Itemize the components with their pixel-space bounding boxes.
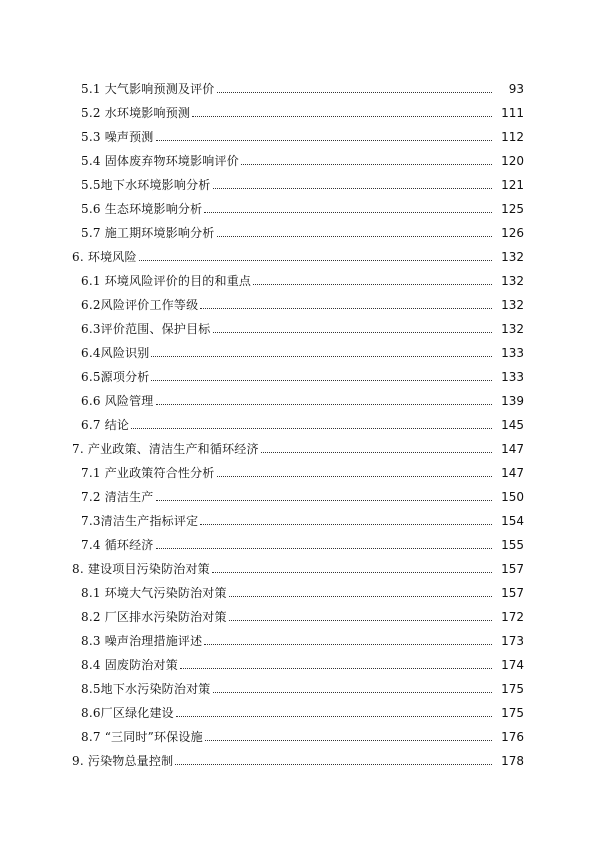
toc-section-entry[interactable] <box>0 504 595 528</box>
dot-leader <box>253 284 492 285</box>
toc-entry-title: 8.1 环境大气污染防治对策 <box>81 586 227 600</box>
dot-leader <box>229 620 492 621</box>
toc-page-number: 120 <box>501 154 524 168</box>
toc-entry-title: 6.2风险评价工作等级 <box>81 298 199 312</box>
toc-section-entry[interactable] <box>0 696 595 720</box>
toc-chapter-entry[interactable] <box>0 432 595 456</box>
toc-chapter-entry[interactable] <box>0 240 595 264</box>
toc-entry-title: 6.3评价范围、保护目标 <box>81 322 211 336</box>
toc-section-entry[interactable] <box>0 528 595 552</box>
dot-leader <box>176 716 492 717</box>
dot-leader <box>156 500 493 501</box>
dot-leader <box>156 140 493 141</box>
toc-entry-title: 7. 产业政策、清洁生产和循环经济 <box>72 442 259 456</box>
toc-page-number: 174 <box>501 658 524 672</box>
toc-entry-title: 5.4 固体废弃物环境影响评价 <box>81 154 239 168</box>
toc-entry-title: 6.4风险识别 <box>81 346 150 360</box>
dot-leader <box>213 692 493 693</box>
toc-page-number: 93 <box>508 82 524 96</box>
table-of-contents <box>0 72 595 768</box>
toc-section-entry[interactable] <box>0 600 595 624</box>
toc-section-entry[interactable] <box>0 96 595 120</box>
dot-leader <box>156 548 493 549</box>
toc-section-entry[interactable] <box>0 648 595 672</box>
toc-entry-title: 6.7 结论 <box>81 418 130 432</box>
toc-entry-title: 6.5源项分析 <box>81 370 150 384</box>
dot-leader <box>204 212 492 213</box>
toc-section-entry[interactable] <box>0 312 595 336</box>
toc-page-number: 173 <box>501 634 524 648</box>
dot-leader <box>200 524 492 525</box>
toc-page-number: 178 <box>501 754 524 768</box>
toc-entry-title: 7.4 循环经济 <box>81 538 154 552</box>
toc-page-number: 111 <box>501 106 524 120</box>
toc-section-entry[interactable] <box>0 336 595 360</box>
toc-page-number: 132 <box>501 250 524 264</box>
toc-page-number: 121 <box>501 178 524 192</box>
toc-section-entry[interactable] <box>0 144 595 168</box>
dot-leader <box>212 572 492 573</box>
toc-page-number: 125 <box>501 202 524 216</box>
toc-page-number: 145 <box>501 418 524 432</box>
toc-entry-title: 5.5地下水环境影响分析 <box>81 178 211 192</box>
toc-entry-title: 8.3 噪声治理措施评述 <box>81 634 203 648</box>
dot-leader <box>200 308 492 309</box>
dot-leader <box>204 644 492 645</box>
dot-leader <box>217 236 493 237</box>
toc-entry-title: 6.6 风险管理 <box>81 394 154 408</box>
dot-leader <box>229 596 492 597</box>
toc-page-number: 147 <box>501 466 524 480</box>
toc-section-entry[interactable] <box>0 384 595 408</box>
toc-section-entry[interactable] <box>0 576 595 600</box>
toc-entry-title: 5.1 大气影响预测及评价 <box>81 82 215 96</box>
toc-page-number: 133 <box>501 370 524 384</box>
toc-section-entry[interactable] <box>0 456 595 480</box>
toc-entry-title: 8. 建设项目污染防治对策 <box>72 562 210 576</box>
dot-leader <box>205 740 492 741</box>
dot-leader <box>151 380 492 381</box>
toc-page-number: 132 <box>501 298 524 312</box>
toc-section-entry[interactable] <box>0 288 595 312</box>
toc-page-number: 126 <box>501 226 524 240</box>
dot-leader <box>213 188 493 189</box>
toc-page-number: 147 <box>501 442 524 456</box>
toc-section-entry[interactable] <box>0 192 595 216</box>
dot-leader <box>139 260 492 261</box>
toc-page-number: 176 <box>501 730 524 744</box>
toc-section-entry[interactable] <box>0 624 595 648</box>
toc-section-entry[interactable] <box>0 72 595 96</box>
dot-leader <box>217 92 493 93</box>
toc-page-number: 175 <box>501 706 524 720</box>
toc-page-number: 132 <box>501 274 524 288</box>
toc-section-entry[interactable] <box>0 720 595 744</box>
toc-entry-title: 7.2 清洁生产 <box>81 490 154 504</box>
toc-section-entry[interactable] <box>0 360 595 384</box>
toc-entry-title: 5.2 水环境影响预测 <box>81 106 191 120</box>
toc-page-number: 132 <box>501 322 524 336</box>
toc-page-number: 157 <box>501 562 524 576</box>
dot-leader <box>241 164 492 165</box>
toc-entry-title: 8.2 厂区排水污染防治对策 <box>81 610 227 624</box>
toc-section-entry[interactable] <box>0 120 595 144</box>
toc-page-number: 133 <box>501 346 524 360</box>
toc-entry-title: 6. 环境风险 <box>72 250 137 264</box>
dot-leader <box>175 764 492 765</box>
toc-section-entry[interactable] <box>0 480 595 504</box>
toc-chapter-entry[interactable] <box>0 744 595 768</box>
toc-entry-title: 5.7 施工期环境影响分析 <box>81 226 215 240</box>
toc-page-number: 157 <box>501 586 524 600</box>
toc-section-entry[interactable] <box>0 168 595 192</box>
toc-page-number: 155 <box>501 538 524 552</box>
toc-entry-title: 7.1 产业政策符合性分析 <box>81 466 215 480</box>
dot-leader <box>156 404 493 405</box>
dot-leader <box>213 332 493 333</box>
toc-entry-title: 8.6厂区绿化建设 <box>81 706 174 720</box>
toc-chapter-entry[interactable] <box>0 552 595 576</box>
toc-entry-title: 8.4 固废防治对策 <box>81 658 178 672</box>
toc-entry-title: 6.1 环境风险评价的目的和重点 <box>81 274 252 288</box>
toc-entry-title: 9. 污染物总量控制 <box>72 754 174 768</box>
toc-page-number: 175 <box>501 682 524 696</box>
toc-section-entry[interactable] <box>0 408 595 432</box>
dot-leader <box>261 452 492 453</box>
toc-section-entry[interactable] <box>0 216 595 240</box>
toc-entry-title: 5.6 生态环境影响分析 <box>81 202 203 216</box>
toc-section-entry[interactable] <box>0 672 595 696</box>
toc-page-number: 139 <box>501 394 524 408</box>
toc-page-number: 150 <box>501 490 524 504</box>
toc-entry-title: 8.7 “三同时”环保设施 <box>81 730 203 744</box>
toc-entry-title: 5.3 噪声预测 <box>81 130 154 144</box>
dot-leader <box>217 476 493 477</box>
toc-page-number: 154 <box>501 514 524 528</box>
dot-leader <box>151 356 492 357</box>
toc-section-entry[interactable] <box>0 264 595 288</box>
toc-entry-title: 7.3清洁生产指标评定 <box>81 514 199 528</box>
dot-leader <box>192 116 492 117</box>
toc-page-number: 172 <box>501 610 524 624</box>
dot-leader <box>131 428 492 429</box>
toc-page-number: 112 <box>501 130 524 144</box>
dot-leader <box>180 668 492 669</box>
toc-entry-title: 8.5地下水污染防治对策 <box>81 682 211 696</box>
